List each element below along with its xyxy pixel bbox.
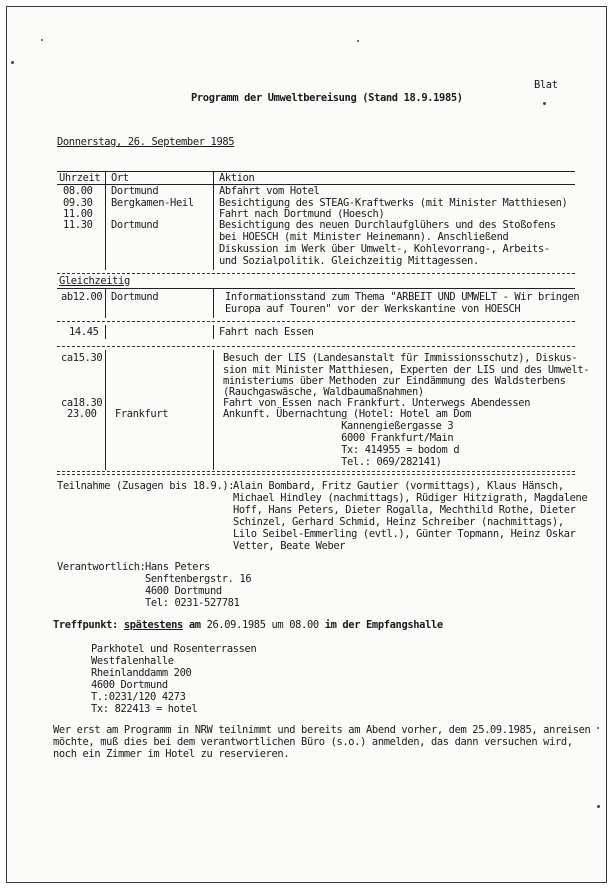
row-action: Fahrt von Essen nach Frankfurt. Unterwegs Abendessen [223,397,531,409]
row-time: 11.30 [63,219,93,231]
participants-line: Alain Bombard, Fritz Gautier (vormittags), Klaus Hänsch, [233,480,564,492]
table-top-rule [57,171,575,172]
scan-speck [543,102,546,105]
scan-speck [597,805,600,808]
meeting-at: am [188,619,201,631]
page-number: Blat [534,79,558,91]
section-divider [57,471,575,472]
row-action: ministeriums über Methoden zur Eindämmung des Waldsterbens [223,375,566,387]
closing-note-line: möchte, muß dies bei dem verantwortlichen Büro (s.o.) anmelden, das dann versuchen wird, [53,736,573,748]
responsible-line: Hans Peters [145,561,210,573]
document-page [6,6,607,883]
hotel-line: 4600 Dortmund [91,679,168,691]
row-action: und Sozialpolitik. Gleichzeitig Mittagessen. [219,255,479,267]
column-separator [105,350,106,470]
row-action: Ankunft. Übernachtung (Hotel: Hotel am Dom [223,408,472,420]
participants-line: Schinzel, Gerhard Schmid, Heinz Schreiber (nachmittags), [233,516,564,528]
column-separator [105,325,106,339]
hotel-line: Parkhotel und Rosenterrassen [91,643,257,655]
hotel-line: T.:0231/120 4273 [91,691,186,703]
row-time: ab12.00 [61,291,103,303]
scan-speck [41,39,43,41]
meeting-um: um [271,619,284,631]
participants-line: Vetter, Beate Weber [233,540,346,552]
scan-speck [357,40,359,42]
row-action: Tx: 414955 = bodom d [223,444,460,456]
participants-line: Michael Hindley (nachmittags), Rüdiger Hitzigrath, Magdalene [233,492,588,504]
section-divider [57,321,575,322]
participants-label: Teilnahme (Zusagen bis 18.9.): [57,480,235,492]
participants-line: Hoff, Hans Peters, Dieter Rogalla, Mechthild Rothe, Dieter [233,504,576,516]
closing-note-line: Wer erst am Programm in NRW teilnimmt und bereits am Abend vorher, dem 25.09.1985, anreisen [53,724,591,736]
row-action: Tel.: 069/282141) [223,456,442,468]
column-separator [105,171,106,270]
row-action: Abfahrt vom Hotel [219,185,320,197]
row-place: Frankfurt [115,408,169,420]
column-separator [213,325,214,339]
row-time: ca15.30 [61,352,103,364]
header-place: Ort [111,172,129,184]
section-divider [57,346,575,347]
row-time: 09.30 [63,197,93,209]
row-place: Dortmund [111,291,159,303]
column-separator [213,288,214,318]
participants-line: Lilo Seibel-Emmerling (evtl.), Günter Topmann, Heinz Oskar [233,528,576,540]
row-action: Informationsstand zum Thema "ARBEIT UND UMWELT - Wir bringen [225,291,580,303]
meeting-latest: spätestens [123,619,183,631]
meeting-time: 08.00 [289,619,319,631]
date-heading: Donnerstag, 26. September 1985 [57,136,235,148]
row-place: Dortmund [111,219,159,231]
row-action: Besuch der LIS (Landesanstalt für Immissionsschutz), Diskus- [223,352,578,364]
row-time: 23.00 [67,408,97,420]
header-action: Aktion [219,172,255,184]
page-title: Programm der Umweltbereisung (Stand 18.9.1985) [191,92,463,104]
row-time: 14.45 [69,326,99,338]
row-action: Kannengießergasse 3 [223,420,454,432]
header-time: Uhrzeit [59,172,101,184]
row-action: sion mit Minister Matthiesen, Experten der LIS und des Umwelt- [223,364,590,376]
simultaneous-label: Gleichzeitig [59,275,130,287]
row-action: (Rauchgaswäsche, Waldbaumaßnahmen) [223,386,424,398]
column-separator [213,171,214,270]
meeting-date: 26.09.1985 [206,619,266,631]
meeting-label: Treffpunkt: [53,619,118,631]
row-action: bei HOESCH (mit Minister Heinemann). Anschließend [219,231,509,243]
row-place: Bergkamen-Heil [111,197,194,209]
row-action: Besichtigung des neuen Durchlaufglühers und des Stoßofens [219,219,556,231]
row-place: Dortmund [111,185,159,197]
hotel-line: Rheinlanddamm 200 [91,667,192,679]
hotel-line: Westfalenhalle [91,655,174,667]
column-separator [105,288,106,318]
responsible-label: Verantwortlich: [57,561,146,573]
scan-speck [11,61,14,64]
meeting-point [53,620,443,631]
row-action: Besichtigung des STEAG-Kraftwerks (mit Minister Matthiesen) [219,197,568,209]
row-action: Fahrt nach Essen [219,326,314,338]
simultaneous-rule [57,288,575,289]
hotel-line: Tx: 822413 = hotel [91,703,198,715]
responsible-line: 4600 Dortmund [145,585,222,597]
row-action: Fahrt nach Dortmund (Hoesch) [219,208,385,220]
row-action: Diskussion im Werk über Umwelt-, Kohlevorrang-, Arbeits- [219,243,550,255]
row-time: 11.00 [63,208,93,220]
row-action: 6000 Frankfurt/Main [223,432,454,444]
meeting-place: im der Empfangshalle [324,619,443,631]
responsible-line: Senftenbergstr. 16 [145,573,252,585]
row-time: ca18.30 [61,397,103,409]
responsible-line: Tel: 0231-527781 [145,597,240,609]
row-action: Europa auf Touren" vor der Werkskantine von HOESCH [225,303,521,315]
column-separator [213,350,214,470]
section-divider [57,273,575,274]
section-divider [57,474,575,475]
closing-note-line: noch ein Zimmer im Hotel zu reservieren. [53,748,290,760]
scan-speck [597,727,599,729]
row-time: 08.00 [63,185,93,197]
